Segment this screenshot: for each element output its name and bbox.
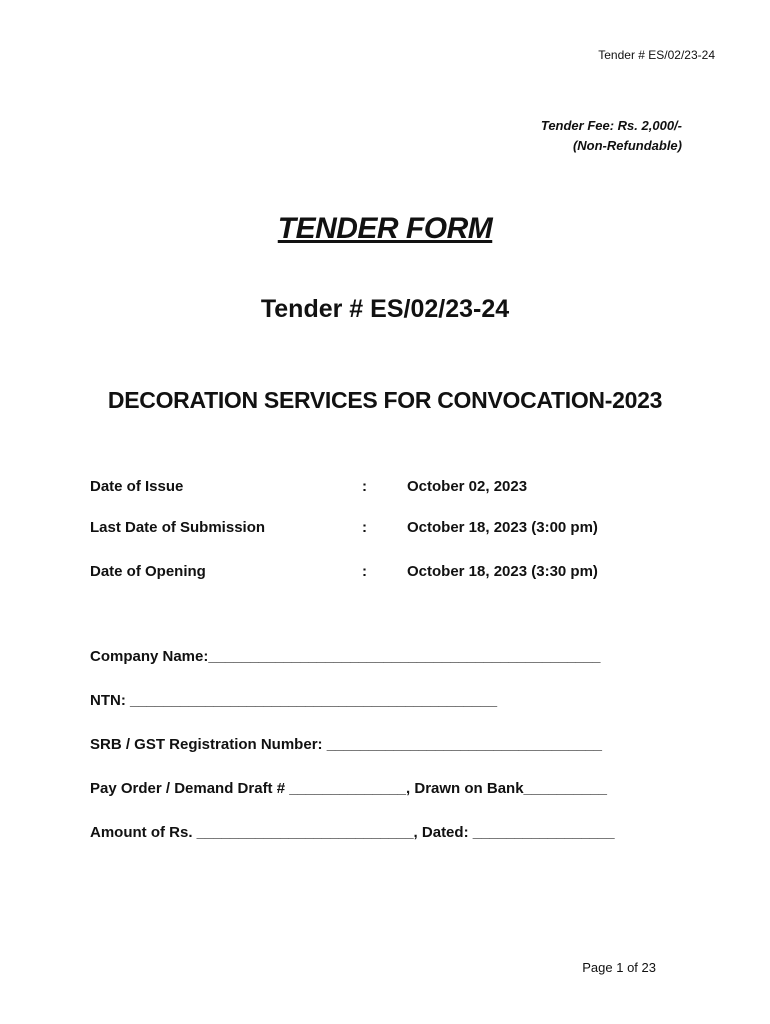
header-tender-reference: Tender # ES/02/23-24 [598,48,715,62]
company-name-field[interactable]: Company Name:_______________________________________________ [90,648,601,665]
tender-fee-amount: Tender Fee: Rs. 2,000/- [540,118,682,133]
date-row-opening [90,563,690,585]
date-separator: : [362,563,367,580]
srb-gst-field[interactable]: SRB / GST Registration Number: _________________________________ [90,736,602,753]
page-number: Page 1 of 23 [582,960,656,975]
date-label: Date of Opening [90,563,206,580]
form-title: TENDER FORM [277,212,493,245]
date-value: October 18, 2023 (3:00 pm) [407,519,598,536]
amount-field[interactable]: Amount of Rs. __________________________, Dated: _________________ [90,824,615,841]
date-value: October 18, 2023 (3:30 pm) [407,563,598,580]
date-separator: : [362,519,367,536]
date-row-submission [90,519,690,541]
pay-order-field[interactable]: Pay Order / Demand Draft # ______________, Drawn on Bank__________ [90,780,607,797]
tender-fee-note: (Non-Refundable) [572,138,682,153]
tender-number-heading: Tender # ES/02/23-24 [260,295,510,323]
dates-table [90,478,690,585]
company-details-form [90,648,690,846]
date-label: Last Date of Submission [90,519,266,536]
service-title: DECORATION SERVICES FOR CONVOCATION-2023 [107,387,663,413]
ntn-field[interactable]: NTN: ____________________________________________ [90,692,498,709]
date-row-issue [90,478,690,500]
date-value: October 02, 2023 [407,478,528,495]
tender-fee-block [541,116,682,156]
date-separator: : [362,478,367,495]
date-label: Date of Issue [90,478,184,495]
